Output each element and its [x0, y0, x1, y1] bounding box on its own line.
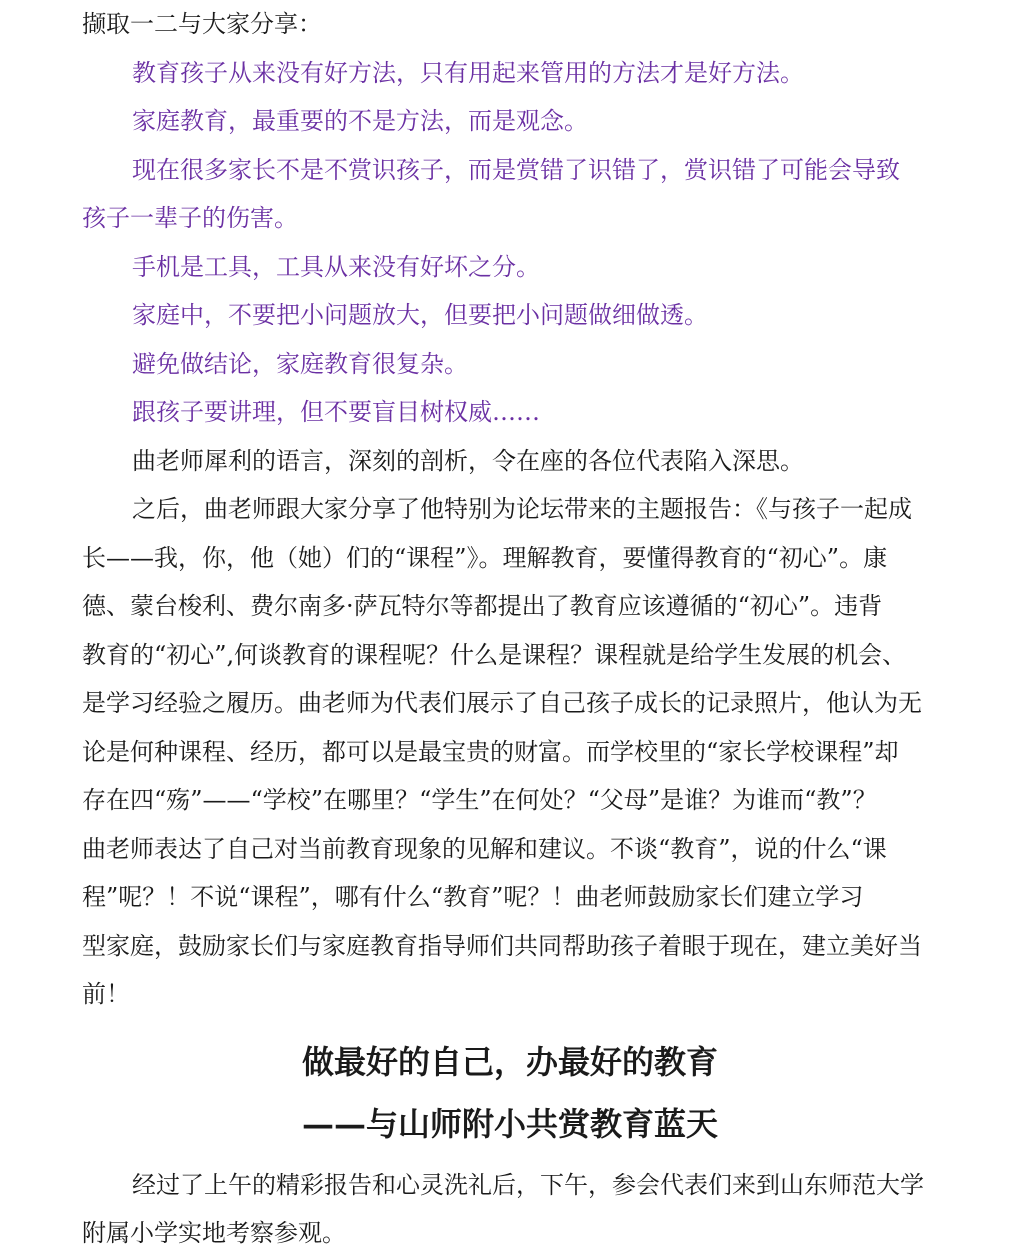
paragraph-line: 是学习经验之履历。曲老师为代表们展示了自己孩子成长的记录照片，他认为无	[82, 689, 922, 717]
paragraph-line: 之后，曲老师跟大家分享了他特别为论坛带来的主题报告：《与孩子一起成	[132, 495, 912, 523]
quote-line: 跟孩子要讲理，但不要盲目树权威……	[132, 398, 540, 426]
paragraph-line: 经过了上午的精彩报告和心灵洗礼后，下午，参会代表们来到山东师范大学	[132, 1170, 924, 1199]
intro-line: 撷取一二与大家分享：	[82, 10, 322, 38]
paragraph-line: 论是何种课程、经历，都可以是最宝贵的财富。而学校里的“家长学校课程”却	[82, 737, 899, 766]
section-title: 做最好的自己，办最好的教育	[301, 1042, 718, 1081]
paragraph-line: 存在四“殇”——“学校”在哪里？“学生”在何处？“父母”是谁？为谁而“教”？	[82, 786, 877, 814]
quote-line: 手机是工具，工具从来没有好坏之分。	[132, 252, 540, 281]
quote-line: 现在很多家长不是不赏识孩子，而是赏错了识错了，赏识错了可能会导致	[132, 155, 900, 184]
paragraph-line: 德、蒙台梭利、费尔南多·萨瓦特尔等都提出了教育应该遵循的“初心”。违背	[82, 592, 883, 620]
quote-line: 避免做结论，家庭教育很复杂。	[132, 349, 468, 378]
paragraph-line: 长——我，你，他（她）们的“课程”》。理解教育，要懂得教育的“初心”。康	[82, 543, 888, 572]
paragraph-line: 型家庭，鼓励家长们与家庭教育指导师们共同帮助孩子着眼于现在，建立美好当	[82, 931, 922, 960]
quote-line: 家庭教育，最重要的不是方法，而是观念。	[132, 107, 588, 135]
paragraph-line: 附属小学实地考察参观。	[82, 1219, 346, 1247]
quote-line: 家庭中，不要把小问题放大，但要把小问题做细做透。	[132, 301, 708, 329]
paragraph-line: 曲老师犀利的语言，深刻的剖析，令在座的各位代表陷入深思。	[132, 446, 804, 475]
section-subtitle: ——与山师附小共赏教育蓝天	[301, 1104, 718, 1143]
quote-line: 教育孩子从来没有好方法，只有用起来管用的方法才是好方法。	[132, 58, 804, 87]
paragraph-line: 曲老师表达了自己对当前教育现象的见解和建议。不谈“教育”，说的什么“课	[82, 834, 887, 863]
quote-line: 孩子一辈子的伤害。	[82, 204, 298, 232]
document-page	[82, 0, 938, 1258]
paragraph-line: 前！	[82, 980, 130, 1008]
paragraph-line: 程”呢？！不说“课程”，哪有什么“教育”呢？！曲老师鼓励家长们建立学习	[82, 883, 864, 911]
paragraph-line: 教育的“初心”,何谈教育的课程呢？什么是课程？课程就是给学生发展的机会、	[82, 640, 907, 669]
